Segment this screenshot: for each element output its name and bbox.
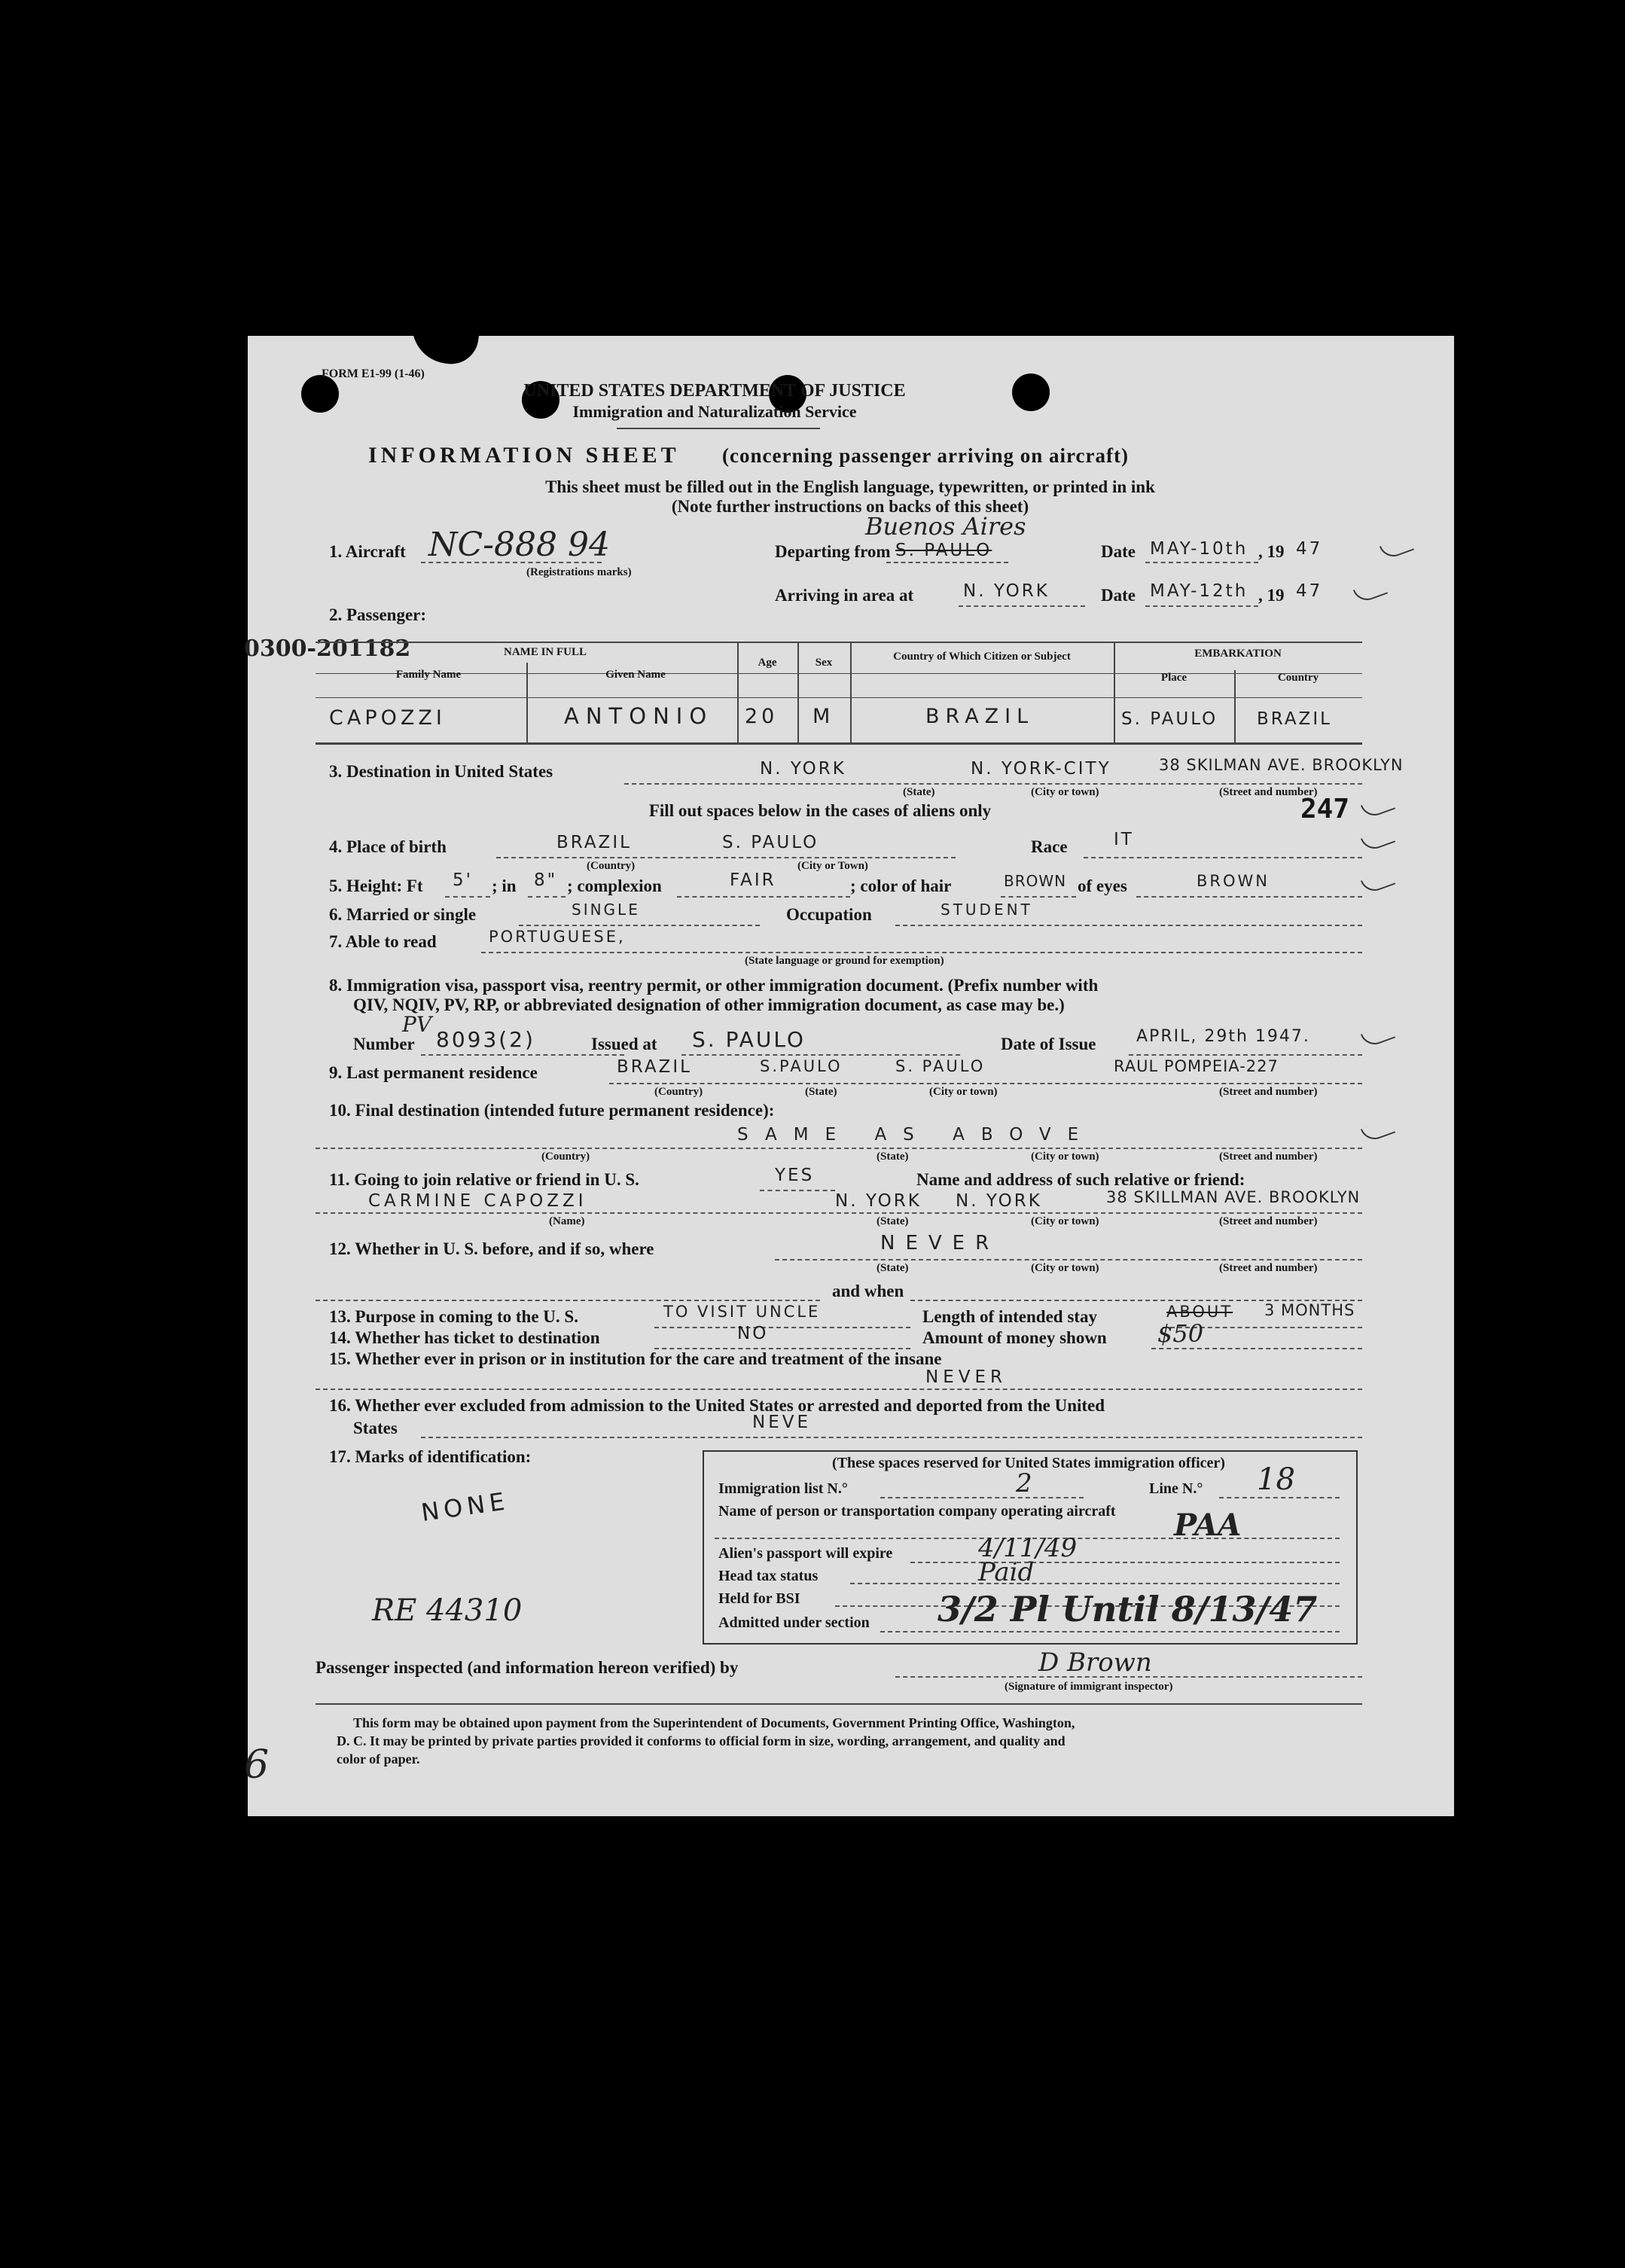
footer-line-2: D. C. It may be printed by private parties provided it conforms to official form in size, wording, arrangement, and quality and <box>337 1733 1066 1748</box>
form-paper <box>244 336 1454 1816</box>
stay-label: Length of intended stay <box>922 1307 1097 1326</box>
aircraft-caption: (Registrations marks) <box>526 566 632 578</box>
torn-edge <box>407 321 480 367</box>
eyes-value: BROWN <box>1197 872 1270 890</box>
punch-hole-far-right <box>1012 373 1050 411</box>
marks-value: NONE <box>419 1486 511 1527</box>
given-name: ANTONIO <box>564 703 714 729</box>
instruction-2: (Note further instructions on backs of this sheet) <box>671 497 1029 516</box>
aliens-note: Fill out spaces below in the cases of aliens only <box>648 801 992 820</box>
res-cap-street: (Street and number) <box>1219 1086 1318 1098</box>
ticket-value: NO <box>737 1324 769 1343</box>
dest-cap-city: (City or town) <box>1031 786 1099 798</box>
res-city: S. PAULO <box>895 1057 986 1075</box>
line-label: Line N.° <box>1149 1480 1203 1497</box>
departing-value: S. PAULO <box>895 541 992 560</box>
eyes-label: of eyes <box>1078 876 1127 895</box>
dept-title: UNITED STATES DEPARTMENT OF JUSTICE <box>523 381 906 401</box>
before-value: NEVER <box>880 1232 1000 1254</box>
arrive-year: 47 <box>1296 581 1323 601</box>
relative-cap-city: (City or town) <box>1031 1215 1099 1227</box>
service-title: Immigration and Naturalization Service <box>572 402 857 421</box>
doc-line-2: QIV, NQIV, PV, RP, or abbreviated designation of other immigration document, as case may be.) <box>353 995 1065 1014</box>
excluded-line-1: 16. Whether ever excluded from admission to the United States or arrested and deported from the United <box>329 1396 1105 1415</box>
res-cap-country: (Country) <box>654 1086 703 1098</box>
footer-line-3: color of paper. <box>337 1751 420 1767</box>
join-label: 11. Going to join relative or friend in U. S. <box>329 1170 639 1189</box>
inspector-signature: D Brown <box>1038 1648 1152 1678</box>
hair-value: BROWN <box>1004 872 1067 890</box>
footer-line-1: This form may be obtained upon payment from the Superintendent of Documents, Government Printing Office, Washington, <box>353 1715 1075 1730</box>
res-state: S.PAULO <box>760 1057 843 1075</box>
occupation-label: Occupation <box>786 905 872 924</box>
depart-year: 47 <box>1296 539 1323 559</box>
arrive-date-label: Date <box>1101 586 1136 605</box>
final-cap-city: (City or town) <box>1031 1151 1099 1163</box>
header-rule <box>617 428 820 429</box>
dest-cap-street: (Street and number) <box>1219 786 1318 798</box>
height-ft: 5' <box>453 870 473 890</box>
res-street: RAUL POMPEIA-227 <box>1114 1057 1279 1075</box>
birth-cap-city: (City or Town) <box>797 860 868 872</box>
section-label: Admitted under section <box>718 1614 870 1631</box>
header-sex: Sex <box>815 657 833 669</box>
margin-mark: 6 <box>244 1742 270 1788</box>
before-label: 12. Whether in U. S. before, and if so, where <box>329 1239 654 1258</box>
before-cap-street: (Street and number) <box>1219 1262 1318 1274</box>
birth-label: 4. Place of birth <box>329 837 447 856</box>
depart-date: MAY-10th <box>1150 539 1248 559</box>
citizen-country: BRAZIL <box>925 705 1035 728</box>
dest-cap-state: (State) <box>903 786 935 798</box>
money-value: $50 <box>1157 1319 1204 1348</box>
read-label: 7. Able to read <box>329 932 437 951</box>
doc-number: 8093(2) <box>436 1027 535 1052</box>
relative-street: 38 SKILLMAN AVE. BROOKLYN <box>1106 1188 1361 1206</box>
doc-line-1: 8. Immigration visa, passport visa, reentry permit, or other immigration document. (Prefix number with <box>329 976 1099 995</box>
excluded-value: NEVE <box>752 1413 812 1432</box>
final-cap-country: (Country) <box>541 1151 590 1163</box>
join-answer: YES <box>775 1166 815 1185</box>
read-caption: (State language or ground for exemption) <box>745 955 944 967</box>
dest-state: N. YORK <box>760 759 846 779</box>
relative-name: CARMINE CAPOZZI <box>368 1191 587 1211</box>
issued-value: S. PAULO <box>692 1027 806 1052</box>
ticket-label: 14. Whether has ticket to destination <box>329 1328 600 1347</box>
passenger-label: 2. Passenger: <box>329 605 427 624</box>
birth-cap-country: (Country) <box>587 860 636 872</box>
aircraft-value: NC-888 94 <box>428 526 610 564</box>
stay-struck: ABOUT <box>1166 1303 1233 1321</box>
passport-value: 4/11/49 <box>978 1533 1078 1563</box>
doc-number-label: Number <box>353 1035 415 1053</box>
marks-label: 17. Marks of identification: <box>329 1447 532 1466</box>
when-label: and when <box>832 1282 904 1300</box>
name-in-full: NAME IN FULL <box>504 646 587 658</box>
page-subtitle: (concerning passenger arriving on aircraft) <box>722 444 1129 467</box>
arrive-date: MAY-12th <box>1150 581 1248 601</box>
form-number: FORM E1-99 (1-46) <box>322 367 425 380</box>
depart-year-prefix: , 19 <box>1258 542 1285 561</box>
prison-label: 15. Whether ever in prison or in institution for the care and treatment of the insane <box>329 1349 942 1368</box>
age: 20 <box>745 705 779 728</box>
final-cap-state: (State) <box>877 1151 909 1163</box>
relative-cap-state: (State) <box>877 1215 909 1227</box>
family-name: CAPOZZI <box>329 706 446 730</box>
married-label: 6. Married or single <box>329 905 477 924</box>
complexion-label: ; complexion <box>567 876 662 895</box>
officer-header: (These spaces reserved for United States immigration officer) <box>832 1455 1225 1471</box>
married-value: SINGLE <box>572 901 640 919</box>
company-label: Name of person or transportation company operating aircraft <box>718 1503 1116 1520</box>
excluded-line-2: States <box>353 1419 398 1437</box>
header-place: Place <box>1160 672 1188 684</box>
complexion-value: FAIR <box>730 870 776 890</box>
list-value: 2 <box>1016 1468 1032 1498</box>
race-label: Race <box>1031 837 1068 856</box>
page-title: INFORMATION SHEET <box>368 443 680 468</box>
header-emb-country: Country <box>1277 672 1319 684</box>
height-label: 5. Height: Ft <box>329 876 423 895</box>
prison-value: NEVER <box>925 1367 1007 1387</box>
race-value: IT <box>1114 830 1134 849</box>
tax-label: Head tax status <box>718 1568 819 1584</box>
res-cap-city: (City or town) <box>929 1086 998 1098</box>
final-dest-label: 10. Final destination (intended future permanent residence): <box>329 1101 775 1120</box>
arrive-year-prefix: , 19 <box>1258 586 1285 605</box>
aircraft-label: 1. Aircraft <box>329 542 406 561</box>
res-cap-state: (State) <box>805 1086 837 1098</box>
file-number: 0300-201182 <box>244 636 411 662</box>
embark-country: BRAZIL <box>1257 709 1332 729</box>
bsi-label: Held for BSI <box>718 1590 800 1607</box>
embark-place: S. PAULO <box>1121 709 1218 729</box>
relative-label: Name and address of such relative or friend: <box>916 1170 1245 1189</box>
residence-label: 9. Last permanent residence <box>329 1063 538 1082</box>
doc-number-prefix: PV <box>402 1012 432 1037</box>
birth-country: BRAZIL <box>556 833 632 852</box>
relative-cap-name: (Name) <box>549 1215 585 1227</box>
issue-date: APRIL, 29th 1947. <box>1136 1027 1310 1046</box>
sex: M <box>812 705 834 728</box>
header-family: Family Name <box>395 669 462 681</box>
header-embarkation: EMBARKATION <box>1194 648 1282 660</box>
header-age: Age <box>758 657 777 669</box>
before-cap-state: (State) <box>877 1262 909 1274</box>
company-value: PAA <box>1174 1507 1242 1543</box>
money-label: Amount of money shown <box>922 1328 1107 1347</box>
departing-label: Departing from <box>775 542 891 561</box>
purpose-label: 13. Purpose in coming to the U. S. <box>329 1307 578 1326</box>
read-value: PORTUGUESE, <box>489 928 626 946</box>
section-value: 3/2 Pl Until 8/13/47 <box>938 1589 1318 1629</box>
line-value: 18 <box>1257 1462 1295 1497</box>
stay-value: 3 MONTHS <box>1264 1301 1355 1319</box>
relative-state: N. YORK <box>835 1191 922 1211</box>
arriving-label: Arriving in area at <box>775 586 914 605</box>
passport-label: Alien's passport will expire <box>718 1545 893 1562</box>
issued-label: Issued at <box>591 1035 657 1053</box>
depart-date-label: Date <box>1101 542 1136 561</box>
dest-street: 38 SKILMAN AVE. BROOKLYN <box>1159 756 1404 774</box>
inspected-label: Passenger inspected (and information hereon verified) by <box>316 1658 739 1677</box>
destination-label: 3. Destination in United States <box>329 762 553 781</box>
res-country: BRAZIL <box>617 1057 692 1077</box>
height-in: 8" <box>534 870 558 890</box>
header-country: Country of Which Citizen or Subject <box>893 651 1071 663</box>
tax-value: Paid <box>978 1557 1035 1587</box>
final-dest-value: SAME AS ABOVE <box>737 1125 1096 1145</box>
departing-correction: Buenos Aires <box>865 512 1026 541</box>
header-given: Given Name <box>605 669 666 681</box>
arriving-value: N. YORK <box>963 581 1050 601</box>
hair-label: ; color of hair <box>850 876 952 895</box>
list-label: Immigration list N.° <box>718 1480 848 1497</box>
in-label: ; in <box>492 876 517 895</box>
relative-city: N. YORK <box>956 1191 1042 1211</box>
purpose-value: TO VISIT UNCLE <box>663 1303 821 1321</box>
marks-note: RE 44310 <box>372 1593 523 1628</box>
before-cap-city: (City or town) <box>1031 1262 1099 1274</box>
issue-date-label: Date of Issue <box>1001 1035 1096 1053</box>
inspected-caption: (Signature of immigrant inspector) <box>1005 1681 1173 1693</box>
final-cap-street: (Street and number) <box>1219 1151 1318 1163</box>
birth-city: S. PAULO <box>722 833 819 852</box>
occupation-value: STUDENT <box>941 901 1033 919</box>
instruction-1: This sheet must be filled out in the English language, typewritten, or printed in ink <box>545 477 1155 496</box>
relative-cap-street: (Street and number) <box>1219 1215 1318 1227</box>
stamp-number: 247 <box>1300 794 1350 825</box>
dest-city: N. YORK-CITY <box>971 759 1111 779</box>
